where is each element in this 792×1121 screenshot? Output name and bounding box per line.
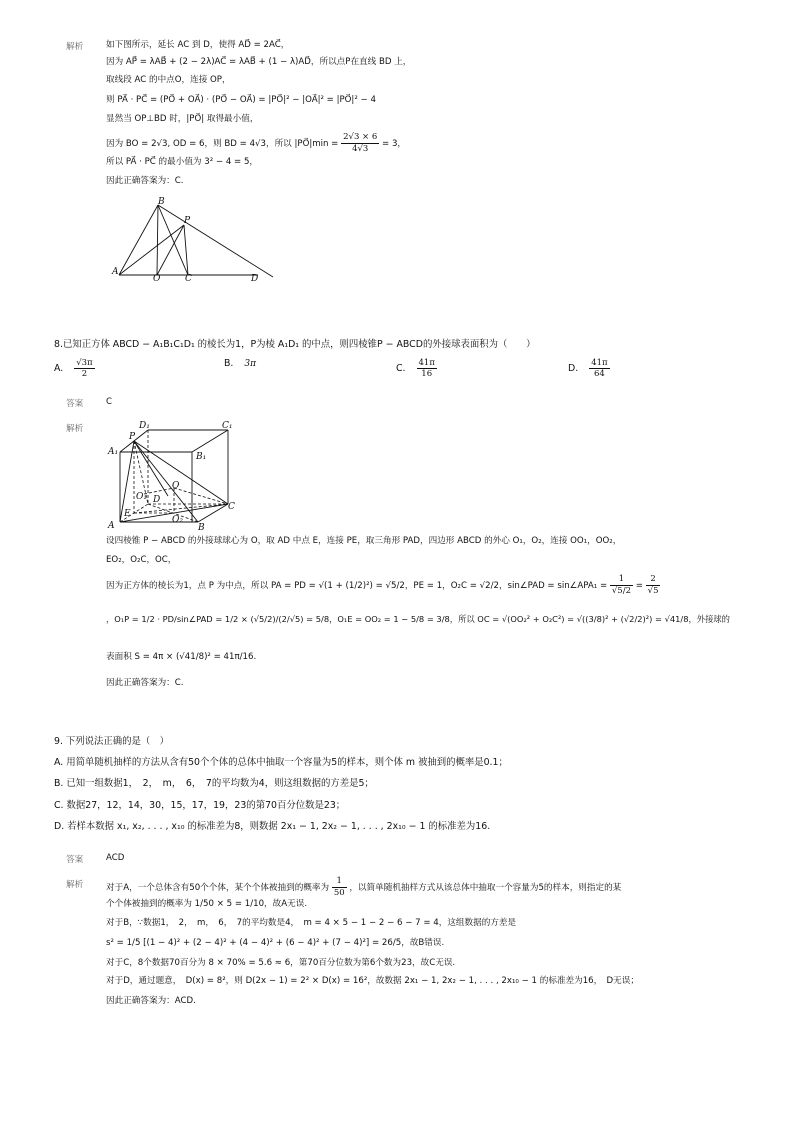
solution-line: 对于B，∵数据1， 2， m， 6， 7的平均数是4， m = 4 × 5 − 1 − 2 − 6 − 7 = 4，这组数据的方差是 bbox=[106, 918, 517, 928]
point-label-B: B bbox=[198, 523, 205, 533]
option-c: C. 数据27，12，14，30，15，17，19，23的第70百分位数是23； bbox=[54, 800, 346, 811]
solution-label: 解析 bbox=[66, 424, 84, 434]
solution-line bbox=[106, 574, 660, 597]
answer-label: 答案 bbox=[66, 855, 84, 865]
solution-text: 因为正方体的棱长为1，点 P 为中点，所以 PA = PD = √(1 + (1/2)²) = √5/2，PE = 1，O₂C = √2/2，sin∠PAD = sin∠APA₁ = bbox=[106, 581, 608, 591]
solution-line bbox=[106, 876, 621, 899]
solution-line: 所以 PA⃗ · PC⃗ 的最小值为 3² − 4 = 5， bbox=[106, 157, 259, 167]
solution-text: 对于A，一个总体含有50个个体，某个个体被抽到的概率为 bbox=[106, 883, 330, 893]
solution-line: 个个体被抽到的概率为 1/50 × 5 = 1/10，故A无误. bbox=[106, 899, 308, 909]
option-value: 3π bbox=[244, 359, 257, 369]
point-label-P: P bbox=[184, 216, 191, 226]
triangle-figure bbox=[108, 192, 280, 284]
point-label-A1: A₁ bbox=[108, 447, 119, 457]
denominator: 2 bbox=[81, 369, 88, 379]
answer-value: ACD bbox=[106, 853, 125, 863]
denominator: √5/2 bbox=[611, 586, 631, 596]
fraction bbox=[332, 876, 347, 899]
solution-label: 解析 bbox=[66, 42, 84, 52]
point-label-D: D bbox=[153, 495, 161, 505]
solution-line: s² = 1/5 [(1 − 4)² + (2 − 4)² + (4 − 4)² + (6 − 4)² + (7 − 4)²] = 26/5，故B错误. bbox=[106, 938, 445, 948]
denominator: 4√3 bbox=[352, 144, 369, 154]
solution-line: 如下图所示，延长 AC 到 D，使得 AD⃗ = 2AC⃗， bbox=[106, 40, 290, 50]
point-label-O: O bbox=[172, 481, 180, 491]
point-label-O1: O₁ bbox=[136, 492, 147, 502]
fraction bbox=[341, 132, 379, 155]
solution-line: 显然当 OP⊥BD 时，|PO⃗| 取得最小值， bbox=[106, 114, 259, 124]
solution-line: 对于D，通过题意， D(x) = 8²，则 D(2x − 1) = 2² × D(x) = 16²，故数据 2x₁ − 1, 2x₂ − 1, . . . , 2x₁₀ − 1 的标准差为16， D无误； bbox=[106, 976, 639, 986]
point-label-A: A bbox=[108, 521, 115, 531]
numerator: 1 bbox=[332, 876, 347, 888]
fraction bbox=[74, 358, 94, 379]
point-label-C1: C₁ bbox=[222, 421, 233, 431]
option-d bbox=[568, 358, 610, 379]
option-label: B. bbox=[224, 358, 234, 369]
numerator: 1 bbox=[610, 574, 633, 586]
fraction bbox=[589, 358, 609, 379]
point-label-A: A bbox=[112, 267, 119, 277]
numerator: 41π bbox=[418, 358, 435, 368]
numerator: √3π bbox=[76, 358, 93, 368]
solution-label: 解析 bbox=[66, 880, 84, 890]
option-label: A. bbox=[54, 363, 64, 374]
solution-text: = 3， bbox=[382, 139, 407, 149]
solution-line: ，O₁P = 1/2 · PD/sin∠PAD = 1/2 × (√5/2)/(2/√5) = 5/8，O₁E = OO₂ = 1 − 5/8 = 3/8，所以 OC = √(OO₂² + O₂C²) = √((3/8)² + (√2/2)²) = √41/8，外接球的 bbox=[106, 614, 730, 624]
denominator: √5 bbox=[647, 586, 659, 596]
solution-text: 因为 BO = 2√3, OD = 6，则 BD = 4√3，所以 |PO⃗|min = bbox=[106, 139, 339, 149]
solution-line: 因此正确答案为：C. bbox=[106, 678, 184, 688]
option-label: C. bbox=[396, 363, 406, 374]
option-b: B. 已知一组数据1， 2， m， 6， 7的平均数为4，则这组数据的方差是5； bbox=[54, 778, 374, 789]
point-label-O: O bbox=[153, 274, 161, 284]
solution-line: EO₂，O₂C，OC， bbox=[106, 555, 177, 565]
solution-line: 因此正确答案为：ACD. bbox=[106, 996, 196, 1006]
cube-figure bbox=[106, 418, 246, 536]
solution-line: 对于C，8个数据70百分为 8 × 70% = 5.6 ≈ 6，第70百分位数为第6个数为23，故C无误. bbox=[106, 958, 456, 968]
option-a bbox=[54, 358, 95, 379]
fraction bbox=[417, 358, 437, 379]
solution-text: = bbox=[635, 581, 643, 591]
answer-value: C bbox=[106, 397, 113, 407]
fraction bbox=[610, 574, 633, 597]
option-c bbox=[396, 358, 437, 379]
numerator: 2 bbox=[646, 574, 661, 586]
point-label-P: P bbox=[129, 432, 136, 442]
option-b bbox=[224, 358, 256, 369]
numerator: 2√3 × 6 bbox=[343, 132, 378, 142]
point-label-O2: O₂ bbox=[172, 515, 183, 525]
fraction bbox=[646, 574, 661, 597]
solution-line: 则 PA⃗ · PC⃗ = (PO⃗ + OA⃗) · (PO⃗ − OA⃗) = |PO⃗|² − |OA⃗|² = |PO⃗|² − 4 bbox=[106, 95, 376, 105]
point-label-E: E bbox=[124, 509, 131, 519]
option-a: A. 用简单随机抽样的方法从含有50个个体的总体中抽取一个容量为5的样本，则个体 m 被抽到的概率是0.1； bbox=[54, 757, 508, 768]
solution-line bbox=[106, 132, 406, 155]
answer-label: 答案 bbox=[66, 399, 84, 409]
solution-line: 取线段 AC 的中点O，连接 OP， bbox=[106, 75, 231, 85]
solution-line: 表面积 S = 4π × (√41/8)² = 41π/16. bbox=[106, 652, 257, 662]
option-d: D. 若样本数据 x₁, x₂, . . . , x₁₀ 的标准差为8，则数据 2x₁ − 1, 2x₂ − 1, . . . , 2x₁₀ − 1 的标准差为16. bbox=[54, 821, 491, 832]
point-label-B: B bbox=[158, 197, 165, 207]
solution-line: 设四棱锥 P − ABCD 的外接球球心为 O，取 AD 中点 E，连接 PE，取三角形 PAD，四边形 ABCD 的外心 O₁，O₂，连接 OO₁，OO₂， bbox=[106, 536, 622, 546]
denominator: 16 bbox=[421, 369, 433, 379]
point-label-D: D bbox=[251, 274, 259, 284]
point-label-B1: B₁ bbox=[196, 452, 207, 462]
option-label: D. bbox=[568, 363, 579, 374]
denominator: 64 bbox=[593, 369, 605, 379]
solution-line: 因为 AP⃗ = λAB⃗ + (2 − 2λ)AC⃗ = λAB⃗ + (1 − λ)AD⃗，所以点P在直线 BD 上， bbox=[106, 57, 412, 67]
solution-line: 因此正确答案为：C. bbox=[106, 176, 184, 186]
point-label-C: C bbox=[228, 502, 235, 512]
point-label-C: C bbox=[185, 274, 192, 284]
question-stem: 8.已知正方体 ABCD − A₁B₁C₁D₁ 的棱长为1，P为棱 A₁D₁ 的中点，则四棱锥P − ABCD的外接球表面积为（ ） bbox=[54, 339, 536, 350]
question-stem: 9. 下列说法正确的是（ ） bbox=[54, 736, 170, 747]
solution-text: ，以简单随机抽样方式从该总体中抽取一个容量为5的样本，则指定的某 bbox=[349, 883, 622, 893]
point-label-D1: D₁ bbox=[139, 421, 150, 431]
denominator: 50 bbox=[333, 888, 345, 898]
numerator: 41π bbox=[591, 358, 608, 368]
